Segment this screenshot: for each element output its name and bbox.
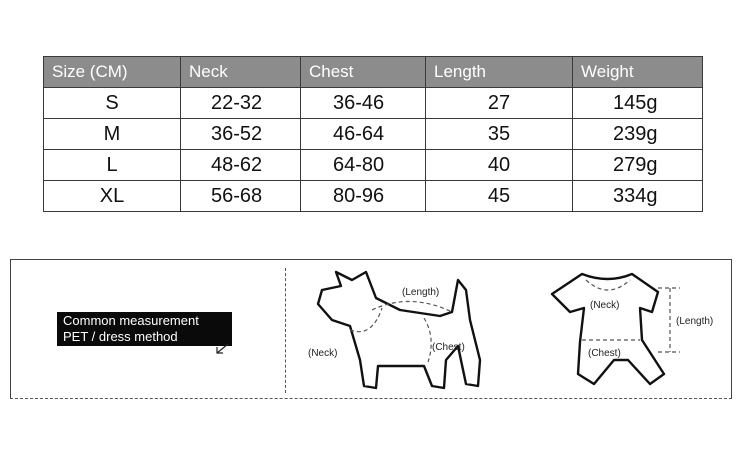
dog-chest-line bbox=[424, 318, 431, 362]
length-cell: 45 bbox=[426, 181, 573, 212]
weight-cell: 334g bbox=[573, 181, 703, 212]
length-cell: 27 bbox=[426, 88, 573, 119]
dog-outline-icon bbox=[318, 272, 480, 388]
column-header-weight: Weight bbox=[573, 57, 703, 88]
column-header-neck: Neck bbox=[181, 57, 301, 88]
measurement-label-line2: PET / dress method bbox=[63, 329, 178, 344]
length-cell: 35 bbox=[426, 119, 573, 150]
weight-cell: 145g bbox=[573, 88, 703, 119]
column-header-size: Size (CM) bbox=[44, 57, 181, 88]
weight-cell: 279g bbox=[573, 150, 703, 181]
neck-cell: 56-68 bbox=[181, 181, 301, 212]
weight-cell: 239g bbox=[573, 119, 703, 150]
size-cell: S bbox=[44, 88, 181, 119]
size-cell: XL bbox=[44, 181, 181, 212]
garment-chest-label: (Chest) bbox=[588, 348, 621, 359]
chest-cell: 46-64 bbox=[301, 119, 426, 150]
length-cell: 40 bbox=[426, 150, 573, 181]
column-header-length: Length bbox=[426, 57, 573, 88]
chest-cell: 80-96 bbox=[301, 181, 426, 212]
garment-length-label: (Length) bbox=[676, 316, 714, 327]
chest-cell: 36-46 bbox=[301, 88, 426, 119]
dog-neck-line bbox=[350, 308, 382, 332]
neck-cell: 36-52 bbox=[181, 119, 301, 150]
dog-length-label: (Length) bbox=[402, 287, 440, 298]
garment-measure-lines bbox=[582, 280, 680, 352]
dog-neck-label: (Neck) bbox=[308, 348, 338, 359]
size-cell: L bbox=[44, 150, 181, 181]
size-cell: M bbox=[44, 119, 181, 150]
dog-chest-label: (Chest) bbox=[432, 342, 465, 353]
chest-cell: 64-80 bbox=[301, 150, 426, 181]
garment-neck-line bbox=[586, 280, 630, 290]
column-header-chest: Chest bbox=[301, 57, 426, 88]
neck-cell: 22-32 bbox=[181, 88, 301, 119]
neck-cell: 48-62 bbox=[181, 150, 301, 181]
garment-neck-label: (Neck) bbox=[590, 300, 620, 311]
measurement-label-line1: Common measurement bbox=[63, 313, 199, 328]
